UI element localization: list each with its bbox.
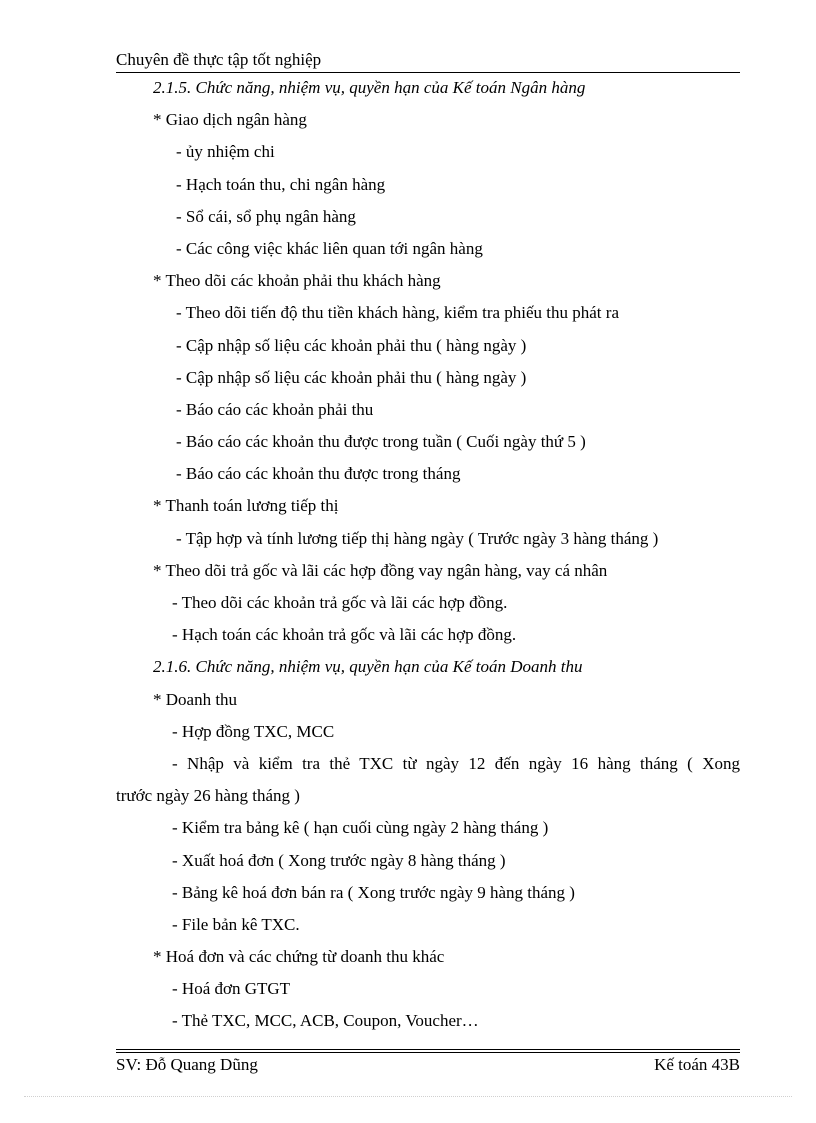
section-heading-2-1-5: 2.1.5. Chức năng, nhiệm vụ, quyền hạn của Kế toán Ngân hàng bbox=[153, 78, 586, 97]
bullet-heading: * Giao dịch ngân hàng bbox=[153, 110, 307, 130]
list-item: - Báo cáo các khoản thu được trong tuần ( Cuối ngày thứ 5 ) bbox=[176, 432, 586, 452]
bullet-heading: * Thanh toán lương tiếp thị bbox=[153, 496, 339, 516]
page-header bbox=[116, 49, 740, 73]
list-item: - Cập nhập số liệu các khoản phải thu ( hàng ngày ) bbox=[176, 335, 527, 355]
list-item: - File bản kê TXC. bbox=[172, 914, 300, 934]
list-item: - Theo dõi các khoản trả gốc và lãi các hợp đồng. bbox=[172, 593, 508, 612]
list-item: - Các công việc khác liên quan tới ngân hàng bbox=[176, 238, 483, 258]
list-item: - Sổ cái, sổ phụ ngân hàng bbox=[176, 206, 356, 226]
list-item: - Kiểm tra bảng kê ( hạn cuối cùng ngày 2 hàng tháng ) bbox=[172, 818, 549, 838]
list-item: - Hoá đơn GTGT bbox=[172, 979, 291, 999]
page-edge-divider bbox=[24, 1096, 792, 1097]
list-item-continuation: trước ngày 26 hàng tháng ) bbox=[116, 786, 300, 806]
list-item: - Thẻ TXC, MCC, ACB, Coupon, Voucher… bbox=[172, 1011, 479, 1031]
list-item: - Hạch toán các khoản trả gốc và lãi các hợp đồng. bbox=[172, 625, 517, 645]
list-item: - Hợp đồng TXC, MCC bbox=[172, 721, 335, 741]
footer-class: Kế toán 43B bbox=[654, 1055, 740, 1074]
list-item: - Theo dõi tiến độ thu tiền khách hàng, kiểm tra phiếu thu phát ra bbox=[176, 303, 619, 323]
bullet-heading: * Hoá đơn và các chứng từ doanh thu khác bbox=[153, 947, 445, 967]
header-title: Chuyên đề thực tập tốt nghiệp bbox=[116, 50, 322, 69]
page-footer bbox=[116, 1053, 740, 1077]
list-item: - Báo cáo các khoản thu được trong tháng bbox=[176, 464, 461, 484]
list-item-justified: - Nhập và kiểm tra thẻ TXC từ ngày 12 đến ngày 16 hàng tháng ( Xong bbox=[172, 753, 740, 773]
list-item: - Cập nhập số liệu các khoản phải thu ( hàng ngày ) bbox=[176, 367, 527, 387]
footer-student: SV: Đỗ Quang Dũng bbox=[116, 1055, 258, 1074]
bullet-heading: * Theo dõi các khoản phải thu khách hàng bbox=[153, 271, 441, 291]
section-heading-2-1-6: 2.1.6. Chức năng, nhiệm vụ, quyền hạn của Kế toán Doanh thu bbox=[153, 657, 583, 677]
list-item: - Xuất hoá đơn ( Xong trước ngày 8 hàng tháng ) bbox=[172, 850, 506, 870]
list-item: - Tập hợp và tính lương tiếp thị hàng ngày ( Trước ngày 3 hàng tháng ) bbox=[176, 528, 659, 548]
document-body bbox=[116, 74, 740, 1040]
list-item: - ủy nhiệm chi bbox=[176, 142, 275, 162]
list-item: - Báo cáo các khoản phải thu bbox=[176, 399, 374, 419]
bullet-heading: * Theo dõi trả gốc và lãi các hợp đồng vay ngân hàng, vay cá nhân bbox=[153, 560, 608, 580]
list-item: - Hạch toán thu, chi ngân hàng bbox=[176, 174, 386, 194]
bullet-heading: * Doanh thu bbox=[153, 689, 238, 709]
list-item: - Bảng kê hoá đơn bán ra ( Xong trước ngày 9 hàng tháng ) bbox=[172, 882, 575, 902]
